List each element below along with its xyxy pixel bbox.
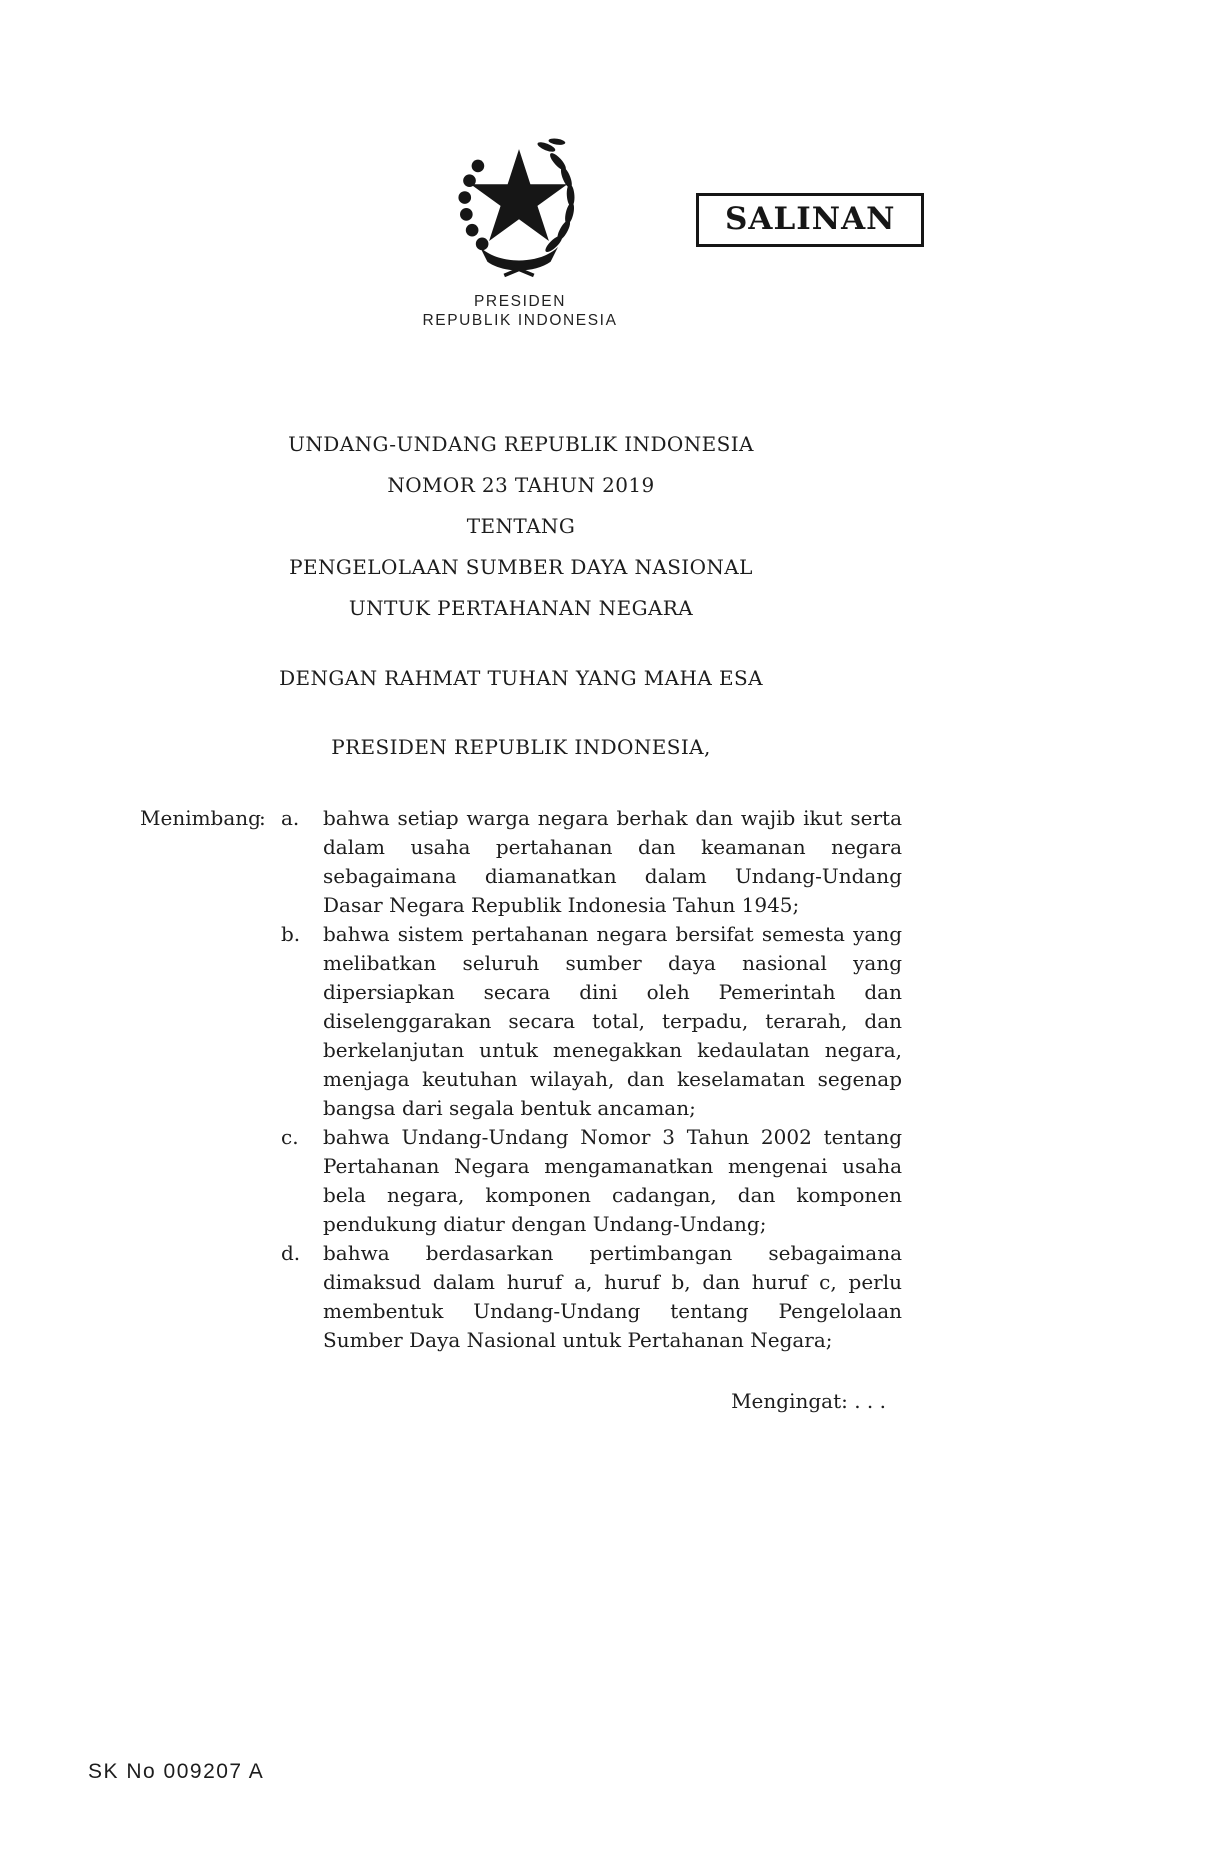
- law-title-line-5: UNTUK PERTAHANAN NEGARA: [348, 596, 694, 620]
- item-letter: d.: [281, 1241, 301, 1265]
- item-text: bahwa setiap warga negara berhak dan wajib ikut serta dalam usaha pertahanan dan keamanan negara sebagaimana diamanatkan dalam Undang-Undang Dasar Negara Republik Indonesia Tahun 1945;: [323, 806, 902, 917]
- item-letter: b.: [281, 922, 301, 946]
- invocation-line: DENGAN RAHMAT TUHAN YANG MAHA ESA: [279, 666, 763, 690]
- consideration-item-c: [281, 1123, 902, 1239]
- item-letter: c.: [281, 1125, 299, 1149]
- considering-colon: :: [259, 806, 266, 830]
- letterhead-line-presiden: PRESIDEN: [473, 293, 567, 310]
- considering-items: [281, 804, 902, 1355]
- consideration-item-b: [281, 920, 902, 1123]
- next-section-catchword: Mengingat: . . .: [731, 1389, 886, 1413]
- law-title-line-2: NOMOR 23 TAHUN 2019: [387, 473, 655, 497]
- letterhead: [340, 292, 700, 330]
- consideration-item-a: [281, 804, 902, 920]
- item-text: bahwa berdasarkan pertimbangan sebagaimana dimaksud dalam huruf a, huruf b, dan huruf c, perlu membentuk Undang-Undang tentang Pengelolaan Sumber Daya Nasional untuk Pertahanan Negara;: [323, 1241, 902, 1352]
- salinan-copy-stamp: [696, 193, 924, 247]
- item-text: bahwa Undang-Undang Nomor 3 Tahun 2002 tentang Pertahanan Negara mengamanatkan mengenai usaha bela negara, komponen cadangan, dan komponen pendukung diatur dengan Undang-Undang;: [323, 1125, 902, 1236]
- item-text: bahwa sistem pertahanan negara bersifat semesta yang melibatkan seluruh sumber daya nasional yang dipersiapkan secara dini oleh Pemerintah dan diselenggarakan secara total, terpadu, terarah, dan berkelanjutan untuk menegakkan kedaulatan negara, menjaga keutuhan wilayah, dan keselamatan segenap bangsa dari segala bentuk ancaman;: [323, 922, 902, 1120]
- law-title-line-1: UNDANG-UNDANG REPUBLIK INDONESIA: [288, 432, 754, 456]
- presidential-seal-emblem: [443, 128, 595, 286]
- considering-section: [140, 804, 902, 1355]
- letterhead-line-republik-indonesia: REPUBLIK INDONESIA: [422, 312, 618, 329]
- item-letter: a.: [281, 806, 300, 830]
- salinan-stamp-label: SALINAN: [725, 201, 896, 237]
- document-body: [140, 430, 902, 1416]
- considering-label: Menimbang: [140, 806, 261, 830]
- consideration-item-d: [281, 1239, 902, 1355]
- authority-line: PRESIDEN REPUBLIK INDONESIA,: [331, 735, 711, 759]
- star-icon: [471, 149, 568, 241]
- law-title-line-3: TENTANG: [466, 514, 576, 538]
- law-title-line-4: PENGELOLAAN SUMBER DAYA NASIONAL: [289, 555, 753, 579]
- footer-control-code: SK No 009207 A: [88, 1760, 265, 1783]
